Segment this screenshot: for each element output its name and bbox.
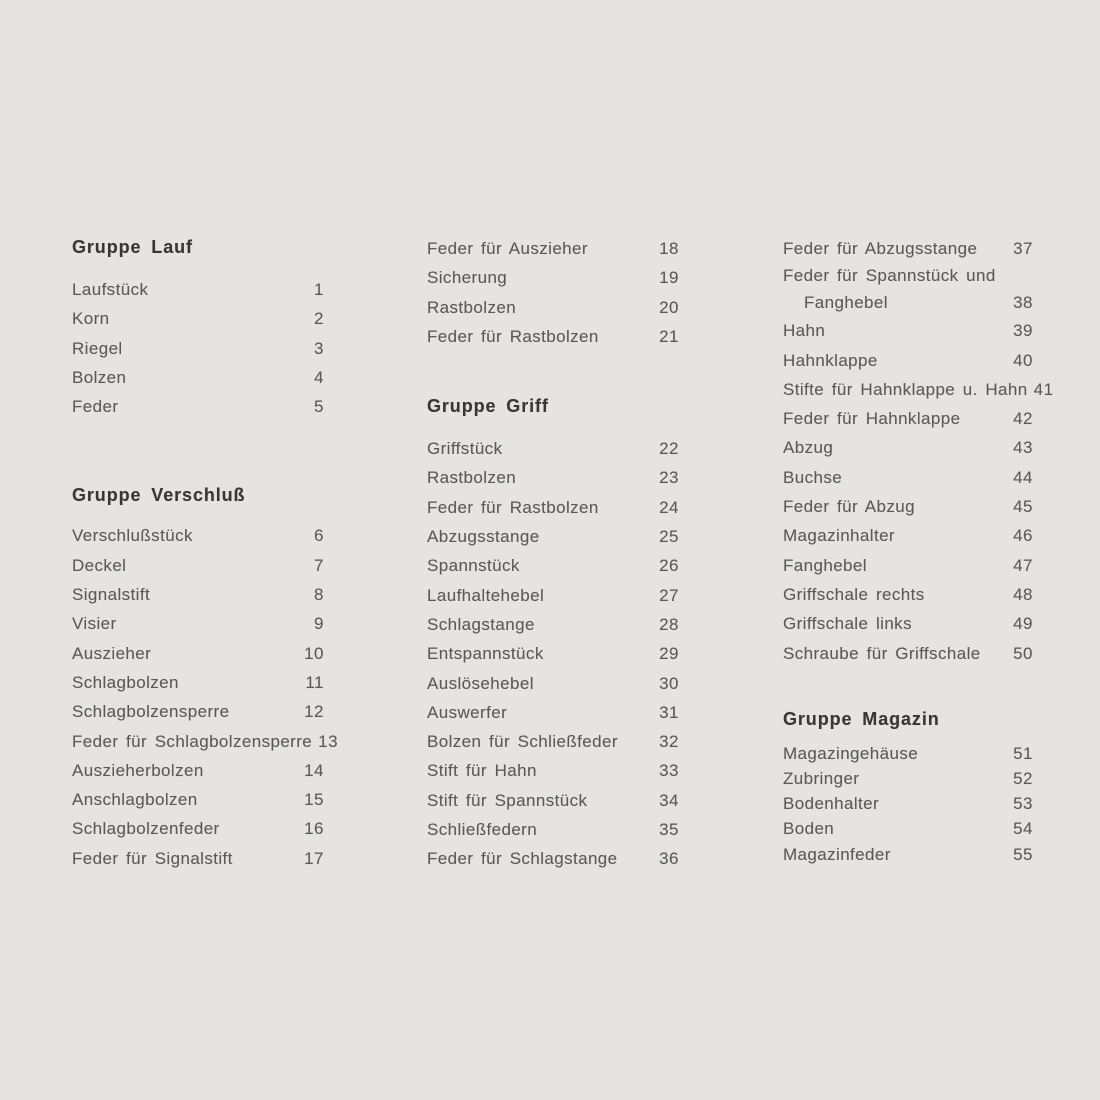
part-label-continued-line <box>783 290 1033 317</box>
part-label: Feder für Schlagbolzensperre <box>72 731 313 751</box>
table-row <box>72 668 324 697</box>
table-row <box>427 522 679 551</box>
part-number: 53 <box>1013 794 1033 814</box>
part-number: 29 <box>659 644 679 664</box>
part-label: Anschlagbolzen <box>72 790 198 810</box>
part-number: 17 <box>304 848 324 868</box>
part-number: 14 <box>304 760 324 780</box>
parts-rows <box>72 521 339 873</box>
part-label: Bolzen <box>72 367 127 387</box>
part-label: Spannstück <box>427 556 520 576</box>
part-label: Schlagstange <box>427 614 535 634</box>
table-row <box>427 786 679 815</box>
part-label: Schlagbolzensperre <box>72 702 230 722</box>
part-label: Rastbolzen <box>427 297 517 317</box>
parts-section <box>72 481 339 873</box>
table-row <box>72 727 339 756</box>
table-row <box>783 580 1033 609</box>
part-label: Bolzen für Schließfeder <box>427 732 618 752</box>
part-label: Feder für Abzug <box>783 497 915 517</box>
table-row <box>783 263 1033 316</box>
part-label: Feder für Abzugsstange <box>783 239 978 258</box>
table-row <box>783 741 1033 766</box>
parts-section <box>427 392 679 873</box>
part-number: 6 <box>314 526 324 546</box>
part-label: Boden <box>783 819 835 839</box>
part-label: Magazinfeder <box>783 844 891 864</box>
table-row <box>783 766 1033 791</box>
section-heading: Gruppe Griff <box>427 396 549 417</box>
part-label: Stift für Spannstück <box>427 790 588 810</box>
part-label: Griffstück <box>427 439 503 459</box>
part-number: 12 <box>304 702 324 722</box>
part-number: 9 <box>314 614 324 634</box>
table-row <box>427 322 679 351</box>
parts-rows <box>427 234 679 351</box>
part-label: Abzug <box>783 438 834 458</box>
table-row <box>427 844 679 873</box>
parts-rows <box>783 234 1054 668</box>
part-number: 19 <box>659 268 679 288</box>
table-row <box>427 493 679 522</box>
part-label: Zubringer <box>783 769 860 789</box>
section-heading: Gruppe Verschluß <box>72 485 246 506</box>
part-number: 37 <box>1013 239 1033 258</box>
part-number: 40 <box>1013 350 1033 370</box>
table-row <box>72 363 324 392</box>
part-number: 38 <box>1013 292 1033 312</box>
table-row <box>783 492 1033 521</box>
part-label: Bodenhalter <box>783 794 880 814</box>
table-row <box>427 463 679 492</box>
table-row <box>783 234 1033 263</box>
part-label: Schraube für Griffschale <box>783 643 981 663</box>
part-label: Fanghebel <box>804 292 888 312</box>
part-label: Auswerfer <box>427 702 508 722</box>
part-number: 3 <box>314 338 324 358</box>
table-row <box>427 610 679 639</box>
table-row <box>783 551 1033 580</box>
part-label: Schlagbolzenfeder <box>72 819 220 839</box>
part-label: Laufstück <box>72 280 149 299</box>
table-row <box>72 334 324 363</box>
part-number: 7 <box>314 555 324 575</box>
table-row <box>783 521 1033 550</box>
part-number: 5 <box>314 397 324 417</box>
part-number: 8 <box>314 585 324 605</box>
table-row <box>72 697 324 726</box>
table-row <box>427 551 679 580</box>
parts-section <box>72 233 324 421</box>
parts-rows <box>427 434 679 873</box>
part-label: Buchse <box>783 467 843 487</box>
part-number: 21 <box>659 326 679 346</box>
parts-rows <box>783 741 1033 867</box>
section-heading: Gruppe Magazin <box>783 708 940 729</box>
table-row <box>72 580 324 609</box>
part-number: 32 <box>659 732 679 752</box>
part-number: 13 <box>318 731 339 751</box>
part-label: Magazinhalter <box>783 526 895 546</box>
table-row <box>72 609 324 638</box>
part-number: 24 <box>659 497 679 517</box>
table-row <box>427 263 679 292</box>
table-row <box>427 234 679 263</box>
table-row <box>72 756 324 785</box>
table-row <box>427 815 679 844</box>
part-label: Verschlußstück <box>72 526 193 546</box>
part-number: 28 <box>659 614 679 634</box>
part-label: Feder für Rastbolzen <box>427 326 599 346</box>
part-number: 41 <box>1033 379 1054 399</box>
part-number: 47 <box>1013 555 1033 575</box>
part-label: Feder für Schlagstange <box>427 849 618 869</box>
part-number: 22 <box>659 439 679 459</box>
part-number: 39 <box>1013 321 1033 341</box>
part-label: Feder für Signalstift <box>72 848 233 868</box>
table-row <box>72 639 324 668</box>
part-label: Schließfedern <box>427 820 538 840</box>
part-label: Griffschale links <box>783 614 912 634</box>
table-row <box>783 816 1033 841</box>
part-number: 42 <box>1013 409 1033 429</box>
parts-section <box>427 234 679 351</box>
part-number: 44 <box>1013 467 1033 487</box>
part-label: Auszieher <box>72 643 152 663</box>
part-label: Griffschale rechts <box>783 584 925 604</box>
part-number: 26 <box>659 556 679 576</box>
part-label: Feder für Spannstück und <box>783 266 996 286</box>
part-number: 55 <box>1013 844 1033 864</box>
part-label: Entspannstück <box>427 644 544 664</box>
parts-column-right <box>783 234 1054 867</box>
table-row <box>72 521 324 550</box>
part-label: Feder für Hahnklappe <box>783 409 961 429</box>
part-label: Laufhaltehebel <box>427 585 545 605</box>
part-number: 25 <box>659 527 679 547</box>
table-row <box>427 581 679 610</box>
part-label: Abzugsstange <box>427 527 540 547</box>
part-number: 23 <box>659 468 679 488</box>
part-number: 30 <box>659 673 679 693</box>
table-row <box>783 346 1033 375</box>
part-label: Deckel <box>72 555 127 575</box>
table-row <box>783 791 1033 816</box>
parts-column-middle <box>427 234 679 874</box>
table-row <box>72 551 324 580</box>
part-label: Feder <box>72 397 119 417</box>
table-row <box>783 842 1033 867</box>
part-label: Korn <box>72 309 110 329</box>
part-number: 1 <box>314 280 324 299</box>
part-label: Auslösehebel <box>427 673 534 693</box>
table-row <box>427 669 679 698</box>
part-number: 45 <box>1013 497 1033 517</box>
table-row <box>72 785 324 814</box>
table-row <box>427 727 679 756</box>
parts-rows <box>72 275 324 421</box>
table-row <box>72 844 324 873</box>
part-number: 50 <box>1013 643 1033 663</box>
table-row <box>72 814 324 843</box>
table-row <box>72 275 324 304</box>
table-row <box>783 375 1054 404</box>
part-number: 27 <box>659 585 679 605</box>
table-row <box>427 434 679 463</box>
part-label: Feder für Rastbolzen <box>427 497 599 517</box>
part-number: 46 <box>1013 526 1033 546</box>
part-number: 43 <box>1013 438 1033 458</box>
part-label: Magazingehäuse <box>783 743 919 763</box>
table-row <box>783 463 1033 492</box>
parts-section <box>783 234 1054 668</box>
part-number: 54 <box>1013 819 1033 839</box>
part-number: 11 <box>305 672 324 692</box>
part-label: Fanghebel <box>783 555 867 575</box>
table-row <box>72 304 324 333</box>
part-number: 20 <box>659 297 679 317</box>
part-number: 48 <box>1013 584 1033 604</box>
part-label: Hahn <box>783 321 826 341</box>
table-row <box>783 609 1033 638</box>
table-row <box>783 316 1033 345</box>
part-label: Feder für Auszieher <box>427 239 588 258</box>
table-row <box>783 433 1033 462</box>
part-number: 35 <box>659 820 679 840</box>
part-number: 16 <box>304 819 324 839</box>
table-row <box>427 756 679 785</box>
part-number: 10 <box>304 643 324 663</box>
table-row <box>783 639 1033 668</box>
part-number: 2 <box>314 309 324 329</box>
table-row <box>783 404 1033 433</box>
part-label: Hahnklappe <box>783 350 878 370</box>
part-number: 36 <box>659 849 679 869</box>
table-row <box>427 698 679 727</box>
part-number: 31 <box>659 702 679 722</box>
part-label: Stift für Hahn <box>427 761 537 781</box>
section-heading: Gruppe Lauf <box>72 237 193 257</box>
part-number: 34 <box>659 790 679 810</box>
part-number: 51 <box>1013 743 1033 763</box>
parts-column-left <box>72 233 339 873</box>
part-label: Signalstift <box>72 585 151 605</box>
part-label: Schlagbolzen <box>72 672 179 692</box>
part-number: 49 <box>1013 614 1033 634</box>
part-label: Riegel <box>72 338 123 358</box>
parts-section <box>783 705 1033 867</box>
table-row <box>72 392 324 421</box>
table-row <box>427 293 679 322</box>
part-label: Visier <box>72 614 117 634</box>
part-number: 33 <box>659 761 679 781</box>
part-number: 15 <box>304 790 324 810</box>
part-number: 4 <box>314 367 324 387</box>
table-row <box>427 639 679 668</box>
part-label: Rastbolzen <box>427 468 517 488</box>
part-number: 18 <box>659 239 679 258</box>
part-number: 52 <box>1013 769 1033 789</box>
part-label: Sicherung <box>427 268 508 288</box>
part-label: Stifte für Hahnklappe u. Hahn <box>783 379 1028 399</box>
part-label: Auszieherbolzen <box>72 760 204 780</box>
